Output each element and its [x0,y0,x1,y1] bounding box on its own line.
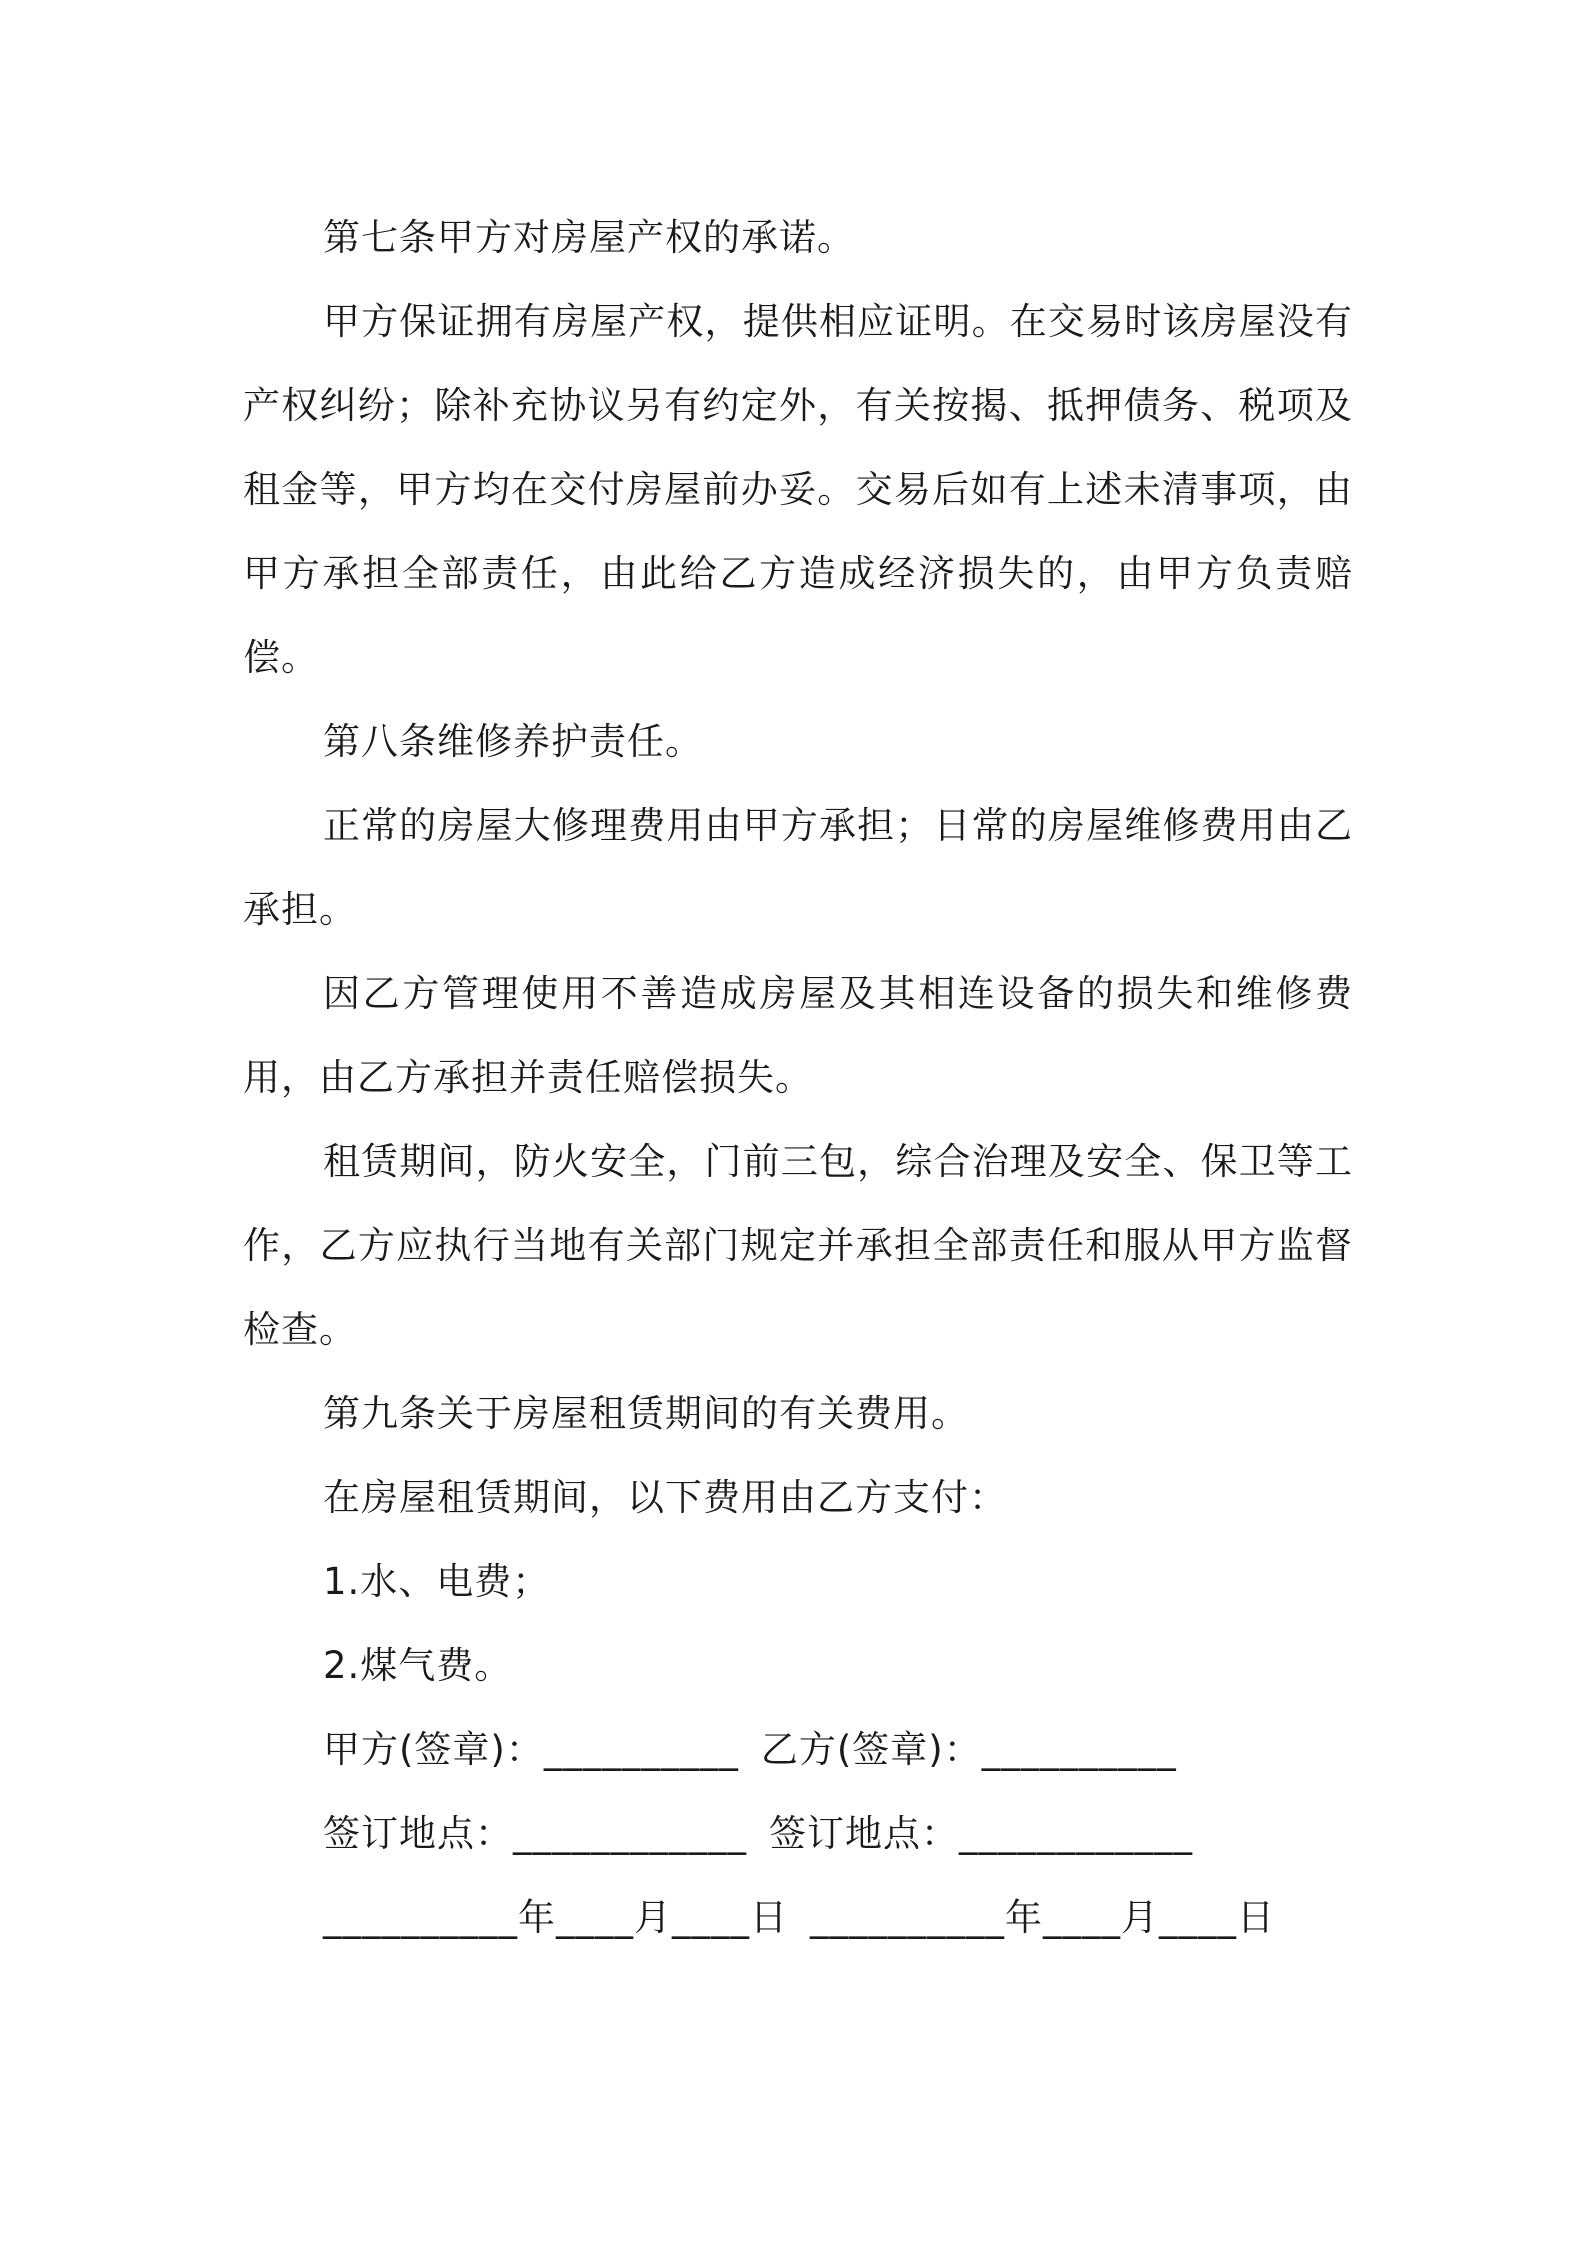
article-8-paragraph-1: 正常的房屋大修理费用由甲方承担；日常的房屋维修费用由乙承担。 [243,804,1353,931]
article-9-heading: 第九条关于房屋租赁期间的有关费用。 [323,1392,969,1435]
document-page [243,196,1353,1960]
article-8-paragraph-3: 租赁期间，防火安全，门前三包，综合治理及安全、保卫等工作，乙方应执行当地有关部门规定并承担全部责任和服从甲方监督检查。 [243,1140,1353,1351]
party-b-signature: 乙方(签章)：__________ [760,1728,1177,1771]
fee-item-2: 2.煤气费。 [323,1644,513,1687]
article-9-intro: 在房屋租赁期间，以下费用由乙方支付： [323,1476,1007,1519]
article-7-body: 甲方保证拥有房屋产权，提供相应证明。在交易时该房屋没有产权纠纷；除补充协议另有约定外，有关按揭、抵押债务、税项及租金等，甲方均在交付房屋前办妥。交易后如有上述未清事项，由甲方承担全部责任，由此给乙方造成经济损失的，由甲方负责赔偿。 [243,300,1353,679]
article-8-heading: 第八条维修养护责任。 [323,720,703,763]
signing-place-row [243,1792,1353,1876]
signature-row [243,1708,1353,1792]
party-a-signing-place: 签订地点：____________ [323,1812,747,1855]
party-b-signing-date: __________年____月____日 [810,1896,1275,1939]
article-8-paragraph-2: 因乙方管理使用不善造成房屋及其相连设备的损失和维修费用，由乙方承担并责任赔偿损失。 [243,972,1353,1099]
party-a-signing-date: __________年____月____日 [323,1896,788,1939]
party-b-signing-place: 签订地点：____________ [769,1812,1193,1855]
fee-item-1: 1.水、电费； [323,1560,551,1603]
article-7-heading: 第七条甲方对房屋产权的承诺。 [323,216,855,259]
signing-date-row [243,1876,1353,1960]
party-a-signature: 甲方(签章)：__________ [323,1728,739,1771]
